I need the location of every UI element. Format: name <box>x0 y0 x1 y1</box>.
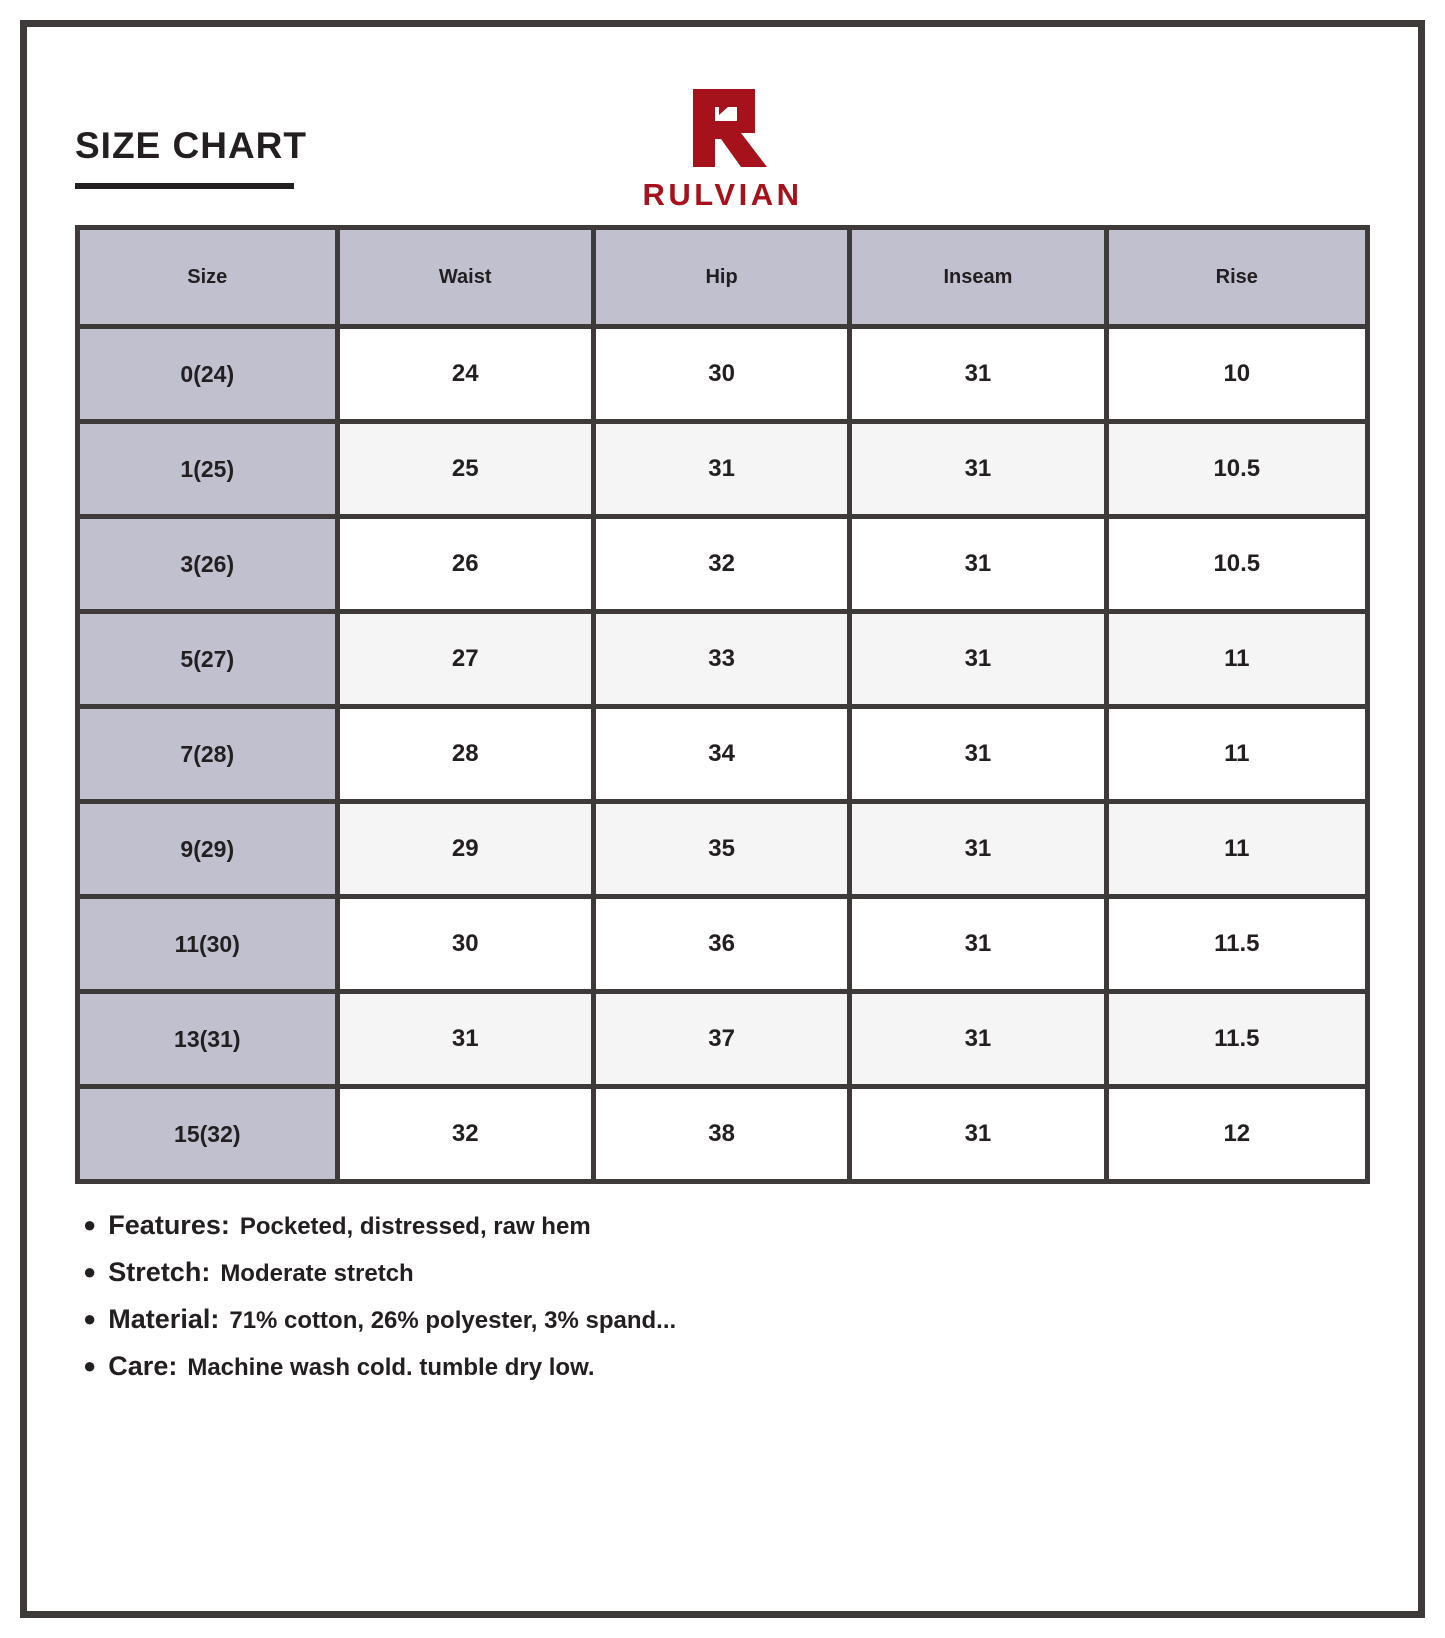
cell-inseam: 31 <box>852 519 1108 614</box>
cell-size: 5(27) <box>80 614 340 709</box>
cell-inseam: 31 <box>852 899 1108 994</box>
brand-block <box>558 85 888 213</box>
cell-hip: 34 <box>596 709 852 804</box>
bullet-icon: ● <box>83 1212 97 1237</box>
cell-waist: 32 <box>340 1089 596 1179</box>
list-item <box>83 1351 1370 1382</box>
title-block <box>75 125 307 189</box>
page-border-frame <box>20 20 1425 1618</box>
cell-rise: 11.5 <box>1109 994 1365 1089</box>
cell-size: 11(30) <box>80 899 340 994</box>
cell-rise: 10 <box>1109 329 1365 424</box>
cell-inseam: 31 <box>852 804 1108 899</box>
cell-waist: 29 <box>340 804 596 899</box>
note-value: Moderate stretch <box>220 1260 414 1287</box>
note-label: Material: <box>108 1304 220 1334</box>
table-row <box>80 899 1365 994</box>
cell-rise: 11.5 <box>1109 899 1365 994</box>
cell-inseam: 31 <box>852 614 1108 709</box>
table-row <box>80 1089 1365 1179</box>
cell-size: 1(25) <box>80 424 340 519</box>
cell-size: 0(24) <box>80 329 340 424</box>
title-underline <box>75 183 294 189</box>
cell-rise: 10.5 <box>1109 424 1365 519</box>
cell-size: 3(26) <box>80 519 340 614</box>
cell-hip: 37 <box>596 994 852 1089</box>
list-item <box>83 1304 1370 1335</box>
cell-rise: 11 <box>1109 614 1365 709</box>
cell-rise: 11 <box>1109 804 1365 899</box>
cell-hip: 35 <box>596 804 852 899</box>
size-table <box>75 225 1370 1184</box>
table-body <box>80 329 1365 1179</box>
table-row <box>80 329 1365 424</box>
bullet-icon: ● <box>83 1353 97 1378</box>
cell-inseam: 31 <box>852 329 1108 424</box>
note-value: Machine wash cold. tumble dry low. <box>187 1354 595 1381</box>
cell-rise: 10.5 <box>1109 519 1365 614</box>
size-table-container <box>75 225 1370 1184</box>
cell-size: 15(32) <box>80 1089 340 1179</box>
column-header-size: Size <box>80 230 340 329</box>
bullet-icon: ● <box>83 1259 97 1284</box>
cell-waist: 25 <box>340 424 596 519</box>
bullet-icon: ● <box>83 1306 97 1331</box>
note-label: Features: <box>108 1210 230 1240</box>
cell-hip: 32 <box>596 519 852 614</box>
table-header <box>80 230 1365 329</box>
cell-size: 7(28) <box>80 709 340 804</box>
note-value: Pocketed, distressed, raw hem <box>239 1213 591 1240</box>
cell-rise: 11 <box>1109 709 1365 804</box>
table-row <box>80 709 1365 804</box>
cell-size: 13(31) <box>80 994 340 1089</box>
page-title: SIZE CHART <box>75 125 307 166</box>
cell-waist: 31 <box>340 994 596 1089</box>
table-row <box>80 519 1365 614</box>
table-header-row <box>80 230 1365 329</box>
brand-name: RULVIAN <box>642 177 803 212</box>
column-header-hip: Hip <box>596 230 852 329</box>
table-row <box>80 804 1365 899</box>
list-item <box>83 1210 1370 1241</box>
note-label: Stretch: <box>108 1257 211 1287</box>
document-header <box>75 67 1370 217</box>
cell-inseam: 31 <box>852 1089 1108 1179</box>
cell-hip: 31 <box>596 424 852 519</box>
note-value: 71% cotton, 26% polyester, 3% spand... <box>229 1307 677 1334</box>
cell-waist: 24 <box>340 329 596 424</box>
cell-waist: 28 <box>340 709 596 804</box>
product-notes-list <box>75 1210 1370 1382</box>
cell-waist: 27 <box>340 614 596 709</box>
cell-hip: 36 <box>596 899 852 994</box>
cell-rise: 12 <box>1109 1089 1365 1179</box>
cell-inseam: 31 <box>852 709 1108 804</box>
cell-inseam: 31 <box>852 994 1108 1089</box>
cell-inseam: 31 <box>852 424 1108 519</box>
cell-waist: 26 <box>340 519 596 614</box>
cell-hip: 30 <box>596 329 852 424</box>
note-label: Care: <box>108 1351 178 1381</box>
cell-size: 9(29) <box>80 804 340 899</box>
table-row <box>80 614 1365 709</box>
cell-hip: 33 <box>596 614 852 709</box>
table-row <box>80 424 1365 519</box>
cell-hip: 38 <box>596 1089 852 1179</box>
table-row <box>80 994 1365 1089</box>
cell-waist: 30 <box>340 899 596 994</box>
rulvian-r-logo-icon <box>558 85 888 171</box>
list-item <box>83 1257 1370 1288</box>
column-header-inseam: Inseam <box>852 230 1108 329</box>
column-header-waist: Waist <box>340 230 596 329</box>
column-header-rise: Rise <box>1109 230 1365 329</box>
